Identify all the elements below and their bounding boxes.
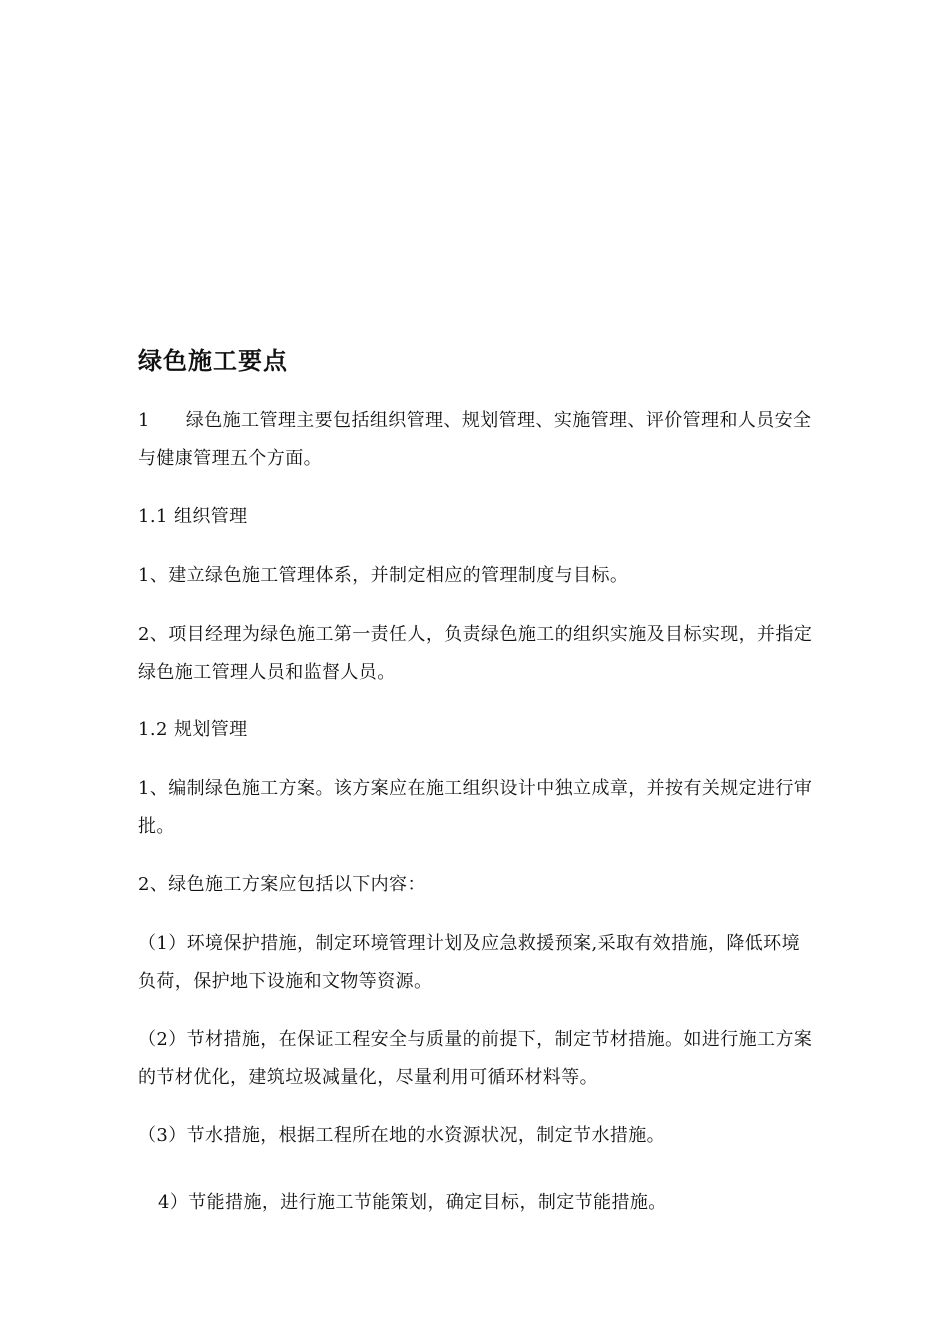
paragraph-plan-2: 2、绿色施工方案应包括以下内容：: [138, 874, 426, 895]
paragraph-item-2: （2）节材措施，在保证工程安全与质量的前提下，制定节材措施。如进行施工方案的节材优化，建筑垃圾减量化，尽量利用可循环材料等。: [138, 1029, 813, 1088]
paragraph-plan-1: 1、编制绿色施工方案。该方案应在施工组织设计中独立成章，并按有关规定进行审批。: [138, 778, 813, 837]
section-heading-1-2: 1.2 规划管理: [138, 719, 248, 740]
paragraph-org-1: 1、建立绿色施工管理体系，并制定相应的管理制度与目标。: [138, 565, 629, 586]
page-title: 绿色施工要点: [138, 347, 288, 375]
paragraph-org-2: 2、项目经理为绿色施工第一责任人，负责绿色施工的组织实施及目标实现，并指定绿色施工管理人员和监督人员。: [138, 624, 813, 683]
paragraph-text: 绿色施工管理主要包括组织管理、规划管理、实施管理、评价管理和人员安全与健康管理五个方面。: [138, 410, 812, 469]
paragraph-item-3: （3）节水措施，根据工程所在地的水资源状况，制定节水措施。: [138, 1125, 666, 1146]
section-heading-1-1: 1.1 组织管理: [138, 506, 248, 527]
paragraph-item-4: 4）节能措施，进行施工节能策划，确定目标，制定节能措施。: [158, 1192, 667, 1213]
paragraph-1: [138, 402, 814, 478]
paragraph-item-1: （1）环境保护措施，制定环境管理计划及应急救援预案,采取有效措施，降低环境负荷，保护地下设施和文物等资源。: [138, 933, 800, 992]
paragraph-number: 1: [138, 410, 150, 431]
